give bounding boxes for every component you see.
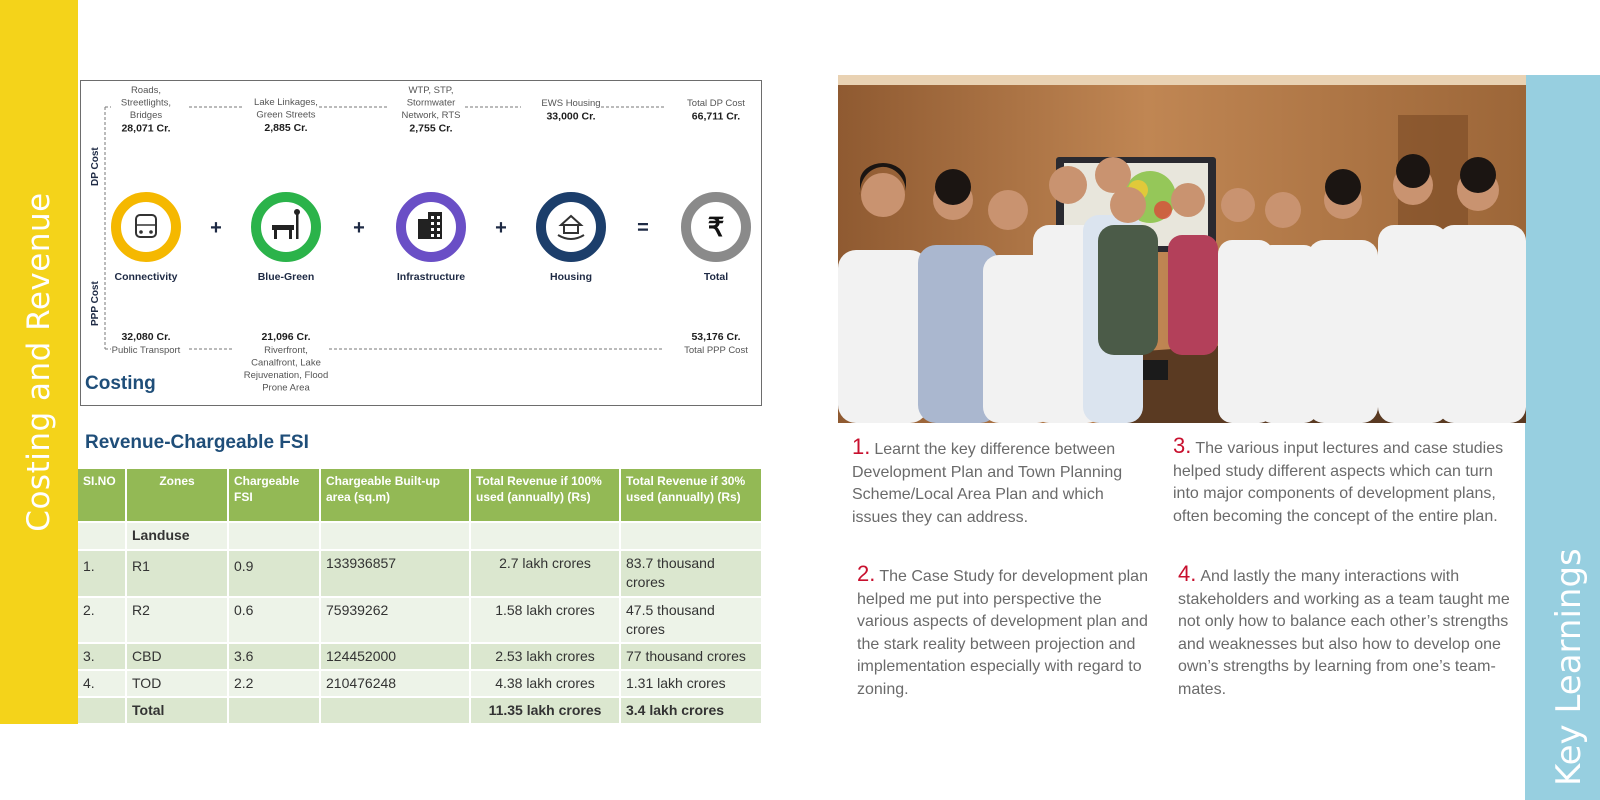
buildings-icon	[437, 228, 440, 231]
operator-symbol: =	[637, 217, 649, 239]
learning-text: Learnt the key difference between Development Plan and Town Planning Scheme/Local Area Plan and which issues they can address.	[852, 441, 1123, 526]
table-header-cell: Chargeable Built-up area (sq.m)	[320, 469, 470, 522]
category-label: Total	[703, 271, 729, 283]
table-total-row	[78, 697, 762, 723]
table-cell: 77 thousand crores	[620, 643, 762, 670]
bench-icon	[272, 225, 294, 230]
team-photo	[838, 75, 1526, 423]
dp-cost-label: Network, RTS	[401, 110, 461, 121]
dp-cost-value: 2,755 Cr.	[409, 122, 453, 135]
dp-cost-label: Green Streets	[256, 109, 316, 121]
learning-item-1	[852, 436, 1152, 529]
table-cell	[620, 522, 762, 550]
table-cell: 83.7 thousand crores	[620, 550, 762, 597]
learning-text: The various input lectures and case studies helped study different aspects which can turn into major components of development plans, often becoming the concept of the entire plan.	[1173, 440, 1504, 525]
section-title-costing-revenue: Costing and Revenue	[21, 192, 57, 532]
learning-item-2	[857, 563, 1157, 701]
buildings-icon	[437, 216, 440, 219]
table-cell: TOD	[126, 670, 228, 697]
left-side-band	[0, 0, 78, 724]
category-label: Infrastructure	[396, 271, 466, 283]
table-cell: 3.6	[228, 643, 320, 670]
dp-cost-label: WTP, STP,	[408, 85, 454, 96]
table-cell	[320, 522, 470, 550]
table-header-cell: Total Revenue if 30% used (annually) (Rs)	[620, 469, 762, 522]
buildings-icon	[431, 234, 434, 237]
bench-icon	[289, 230, 292, 239]
bench-icon	[296, 213, 299, 239]
table-cell: 75939262	[320, 597, 470, 643]
table-cell: 2.53 lakh crores	[470, 643, 620, 670]
table-header-cell: Zones	[126, 469, 228, 522]
ppp-cost-label: Prone Area	[262, 382, 310, 394]
learning-item-3	[1173, 435, 1518, 528]
table-header-cell: Total Revenue if 100% used (annually) (Rs)	[470, 469, 620, 522]
section-title-key-learnings: Key Learnings	[1548, 548, 1589, 786]
table-cell: R1	[126, 550, 228, 597]
buildings-icon	[431, 228, 434, 231]
dp-cost-value: 2,885 Cr.	[264, 122, 308, 134]
learning-text: And lastly the many interactions with stakeholders and working as a team taught me not only how to balance each other’s strengths and weaknesses but also how to develop one own’s strengths by learning from one’s team-mates.	[1178, 568, 1510, 698]
table-cell: 1.	[78, 550, 126, 597]
category-label: Connectivity	[114, 271, 178, 283]
ppp-cost-value: 32,080 Cr.	[121, 331, 171, 343]
table-cell: CBD	[126, 643, 228, 670]
learning-number: 1.	[852, 434, 871, 459]
ppp-cost-label: Rejuvenation, Flood	[243, 370, 329, 381]
bus-icon	[149, 230, 153, 234]
buildings-icon	[431, 216, 434, 219]
dp-cost-label: Lake Linkages,	[254, 97, 318, 108]
category-label: Blue-Green	[257, 271, 315, 283]
ppp-cost-axis-label: PPP Cost	[90, 281, 101, 326]
ppp-cost-label: Riverfront,	[264, 345, 308, 356]
table-section-label: Landuse	[126, 522, 228, 550]
learning-number: 2.	[857, 561, 876, 586]
dp-cost-value: 66,711 Cr.	[691, 110, 741, 123]
dp-cost-label: Bridges	[129, 110, 163, 121]
table-cell	[228, 522, 320, 550]
table-row	[78, 550, 762, 597]
table-cell	[320, 697, 470, 723]
dp-cost-value: 28,071 Cr.	[121, 122, 171, 135]
table-cell	[78, 522, 126, 550]
table-cell: 124452000	[320, 643, 470, 670]
costing-diagram	[80, 80, 762, 406]
ppp-cost-value: 53,176 Cr.	[691, 331, 741, 343]
table-cell	[470, 522, 620, 550]
table-cell: 210476248	[320, 670, 470, 697]
table-cell: 47.5 thousand crores	[620, 597, 762, 643]
learning-number: 4.	[1178, 561, 1197, 586]
dp-cost-label: Streetlights,	[120, 97, 172, 109]
dp-cost-axis-label: DP Cost	[90, 147, 101, 186]
table-row	[78, 670, 762, 697]
dp-cost-label: Stormwater	[406, 97, 456, 109]
table-row	[78, 643, 762, 670]
ppp-cost-value: 21,096 Cr.	[261, 331, 311, 343]
revenue-table	[78, 469, 763, 723]
buildings-icon	[437, 234, 440, 237]
category-label: Housing	[550, 271, 592, 283]
table-cell: 4.	[78, 670, 126, 697]
right-side-band	[1525, 75, 1600, 800]
table-cell	[78, 697, 126, 723]
table-cell: 2.7 lakh crores	[470, 550, 620, 597]
buildings-icon	[431, 222, 434, 225]
table-cell: 3.	[78, 643, 126, 670]
table-cell: 133936857	[320, 550, 470, 597]
table-header-cell: SI.NO	[78, 469, 126, 522]
table-cell: R2	[126, 597, 228, 643]
learning-item-4	[1178, 563, 1518, 701]
revenue-title: Revenue-Chargeable FSI	[85, 432, 309, 453]
buildings-icon	[437, 222, 440, 225]
ppp-cost-label: Public Transport	[111, 345, 181, 356]
costing-diagram-svg	[81, 81, 763, 407]
rupee-icon: ₹	[707, 212, 725, 242]
table-cell: 4.38 lakh crores	[470, 670, 620, 697]
table-total-rev30: 3.4 lakh crores	[620, 697, 762, 723]
buildings-icon	[418, 219, 428, 239]
dp-cost-value: 33,000 Cr.	[546, 110, 596, 123]
table-section-row	[78, 522, 762, 550]
costing-title: Costing	[85, 373, 156, 394]
learning-text: The Case Study for development plan helped me put into perspective the various aspects of development plan and the stark reality between projection and implementation especially with regard to zoning.	[857, 568, 1148, 698]
table-cell: 1.31 lakh crores	[620, 670, 762, 697]
table-row	[78, 597, 762, 643]
table-cell: 1.58 lakh crores	[470, 597, 620, 643]
bench-icon	[294, 209, 300, 215]
table-total-label: Total	[126, 697, 228, 723]
ppp-cost-label: Total PPP Cost	[684, 345, 748, 356]
bench-icon	[274, 230, 277, 239]
table-cell: 2.	[78, 597, 126, 643]
table-cell: 0.9	[228, 550, 320, 597]
dp-cost-label: Roads,	[130, 85, 162, 96]
dp-cost-label: EWS Housing	[541, 98, 601, 109]
table-cell	[228, 697, 320, 723]
table-header-row	[78, 469, 762, 522]
ppp-cost-label: Canalfront, Lake	[251, 357, 321, 369]
dp-cost-label: Total DP Cost	[687, 98, 745, 109]
table-total-rev100: 11.35 lakh crores	[470, 697, 620, 723]
ring-inner	[122, 203, 170, 251]
table-header-cell: Chargeable FSI	[228, 469, 320, 522]
operator-symbol: +	[495, 217, 507, 239]
bus-icon	[139, 230, 143, 234]
table-cell: 2.2	[228, 670, 320, 697]
learning-number: 3.	[1173, 433, 1192, 458]
operator-symbol: +	[353, 217, 365, 239]
operator-symbol: +	[210, 217, 222, 239]
ring-inner	[547, 203, 595, 251]
table-cell: 0.6	[228, 597, 320, 643]
